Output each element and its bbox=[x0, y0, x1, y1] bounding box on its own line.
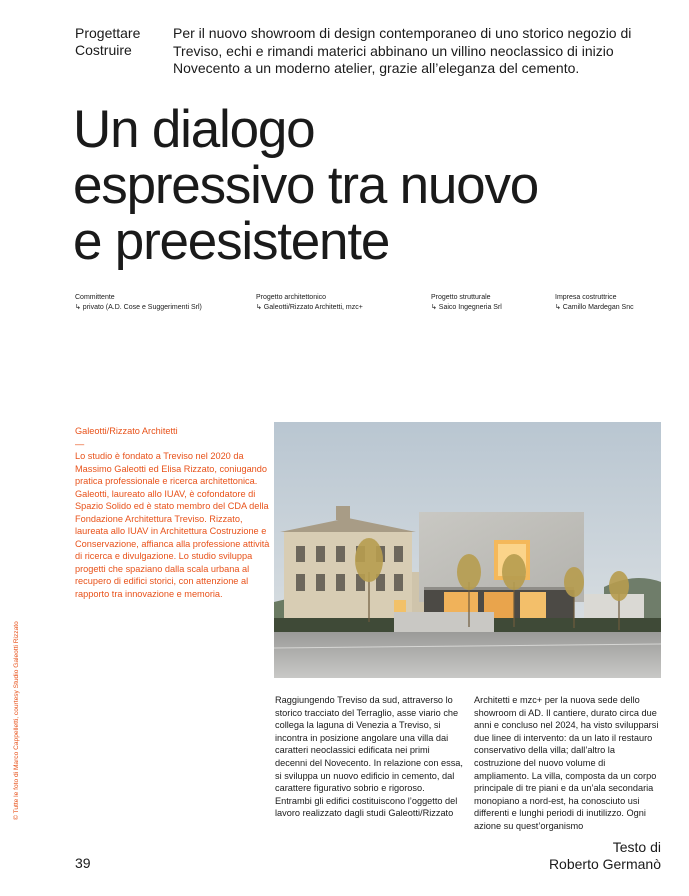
credit-client-label: Committente bbox=[75, 294, 115, 301]
architect-bio-text: Lo studio è fondato a Treviso nel 2020 da Massimo Galeotti ed Elisa Rizzato, coniugando pratica professionale e ricerca architettonica. Galeotti, laureato allo IUAV, è cofondatore di Spazio Solido ed è stato membro del CDA della Fondazione Architettura Treviso. Rizzato, laureata allo IUAV in Architettura Costruzione e Conservazione, affianca alla professione attività di ricerca e divulgazione. Lo studio sviluppa progetti che spaziano dalla scala urbana al recupero di edifici storici, con attenzione al rapporto tra innovazione e memoria. bbox=[75, 451, 270, 599]
credit-structural-value: ↳ Saico Ingegneria Srl bbox=[431, 304, 502, 311]
architect-bio-title: Galeotti/Rizzato Architetti bbox=[75, 426, 178, 436]
byline-author: Roberto Germanò bbox=[548, 856, 661, 872]
section-label-line1: Progettare bbox=[75, 25, 141, 41]
credit-client-value: ↳ privato (A.D. Cose e Suggerimenti Srl) bbox=[75, 304, 202, 311]
headline bbox=[73, 102, 673, 270]
architect-bio-dash: — bbox=[75, 438, 85, 449]
page-number: 39 bbox=[75, 855, 91, 871]
credit-contractor-label: Impresa costruttrice bbox=[555, 294, 617, 301]
headline-line3: e preesistente bbox=[73, 212, 390, 271]
byline-line1: Testo di bbox=[612, 839, 661, 855]
building-photo bbox=[274, 422, 661, 678]
architect-bio bbox=[75, 425, 270, 600]
body-column-2: Architetti e mzc+ per la nuova sede dello showroom di AD. Il cantiere, durato circa due anni e concluso nel 2024, ha visto svilupparsi due linee di intervento: da un lato il restauro conservativo della villa; dall’altro la costruzione del nuovo volume di ampliamento. La villa, composta da un corpo principale di tre piani e da un’ala secondaria monopiano a nord-est, ha conosciuto usi differenti e lunghi periodi di inutilizzo. Ogni azione su quest’organismo bbox=[474, 695, 659, 831]
intro-paragraph: Per il nuovo showroom di design contemporaneo di uno storico negozio di Treviso, echi e rimandi materici abbinano un villino neoclassico di inizio Novecento a un moderno atelier, grazie all’eleganza del cemento. bbox=[173, 25, 632, 76]
credit-structural-label: Progetto strutturale bbox=[431, 294, 491, 301]
credit-architect bbox=[256, 293, 363, 313]
building-photo-illustration bbox=[274, 422, 661, 678]
section-label bbox=[75, 25, 175, 59]
credit-structural bbox=[431, 293, 502, 313]
credit-contractor-value: ↳ Camillo Mardegan Snc bbox=[555, 304, 634, 311]
credit-architect-value: ↳ Galeotti/Rizzato Architetti, mzc+ bbox=[256, 304, 363, 311]
byline bbox=[549, 839, 661, 873]
photo-credit-text: © Tutte le foto di Marco Cappelletti, courtesy Studio Galeotti Rizzato bbox=[13, 621, 20, 820]
body-column-1: Raggiungendo Treviso da sud, attraverso lo storico tracciato del Terraglio, asse viario che collega la laguna di Venezia a Treviso, si incontra in posizione angolare una villa dai caratteri neoclassici edificata nei primi decenni del Novecento. In relazione con essa, si sviluppa un nuovo edificio in cemento, dal carattere figurativo sobrio e rigoroso. Entrambi gli edifici costituiscono l’oggetto del lavoro realizzato dagli studi Galeotti/Rizzato bbox=[275, 695, 463, 819]
credit-client bbox=[75, 293, 202, 313]
section-label-line2: Costruire bbox=[75, 42, 132, 58]
headline-line2: espressivo tra nuovo bbox=[73, 156, 539, 215]
photo-credit bbox=[12, 590, 23, 820]
credit-contractor bbox=[555, 293, 634, 313]
credit-architect-label: Progetto architettonico bbox=[256, 294, 327, 301]
headline-line1: Un dialogo bbox=[73, 100, 315, 159]
